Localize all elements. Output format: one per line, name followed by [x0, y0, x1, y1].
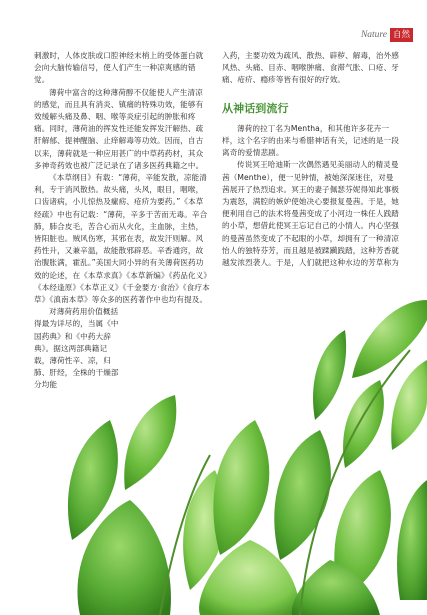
left-paragraph-1: 刺激时，人体皮肤或口腔神经末梢上的受体蛋白就会向大脑传输信号，使人们产生一种凉爽感的错觉。 — [34, 51, 204, 85]
leaf-cluster-upper-right — [313, 300, 427, 468]
section-name-chinese: 自然 — [390, 28, 413, 42]
section-name-english: Nature — [360, 30, 387, 40]
right-paragraph-3: 传说冥王哈迪斯一次偶然遇见美丽动人的精灵曼茜（Menthe），便一见钟情，被她深深迷住，对曼茜展开了热烈追求。冥王的妻子佩瑟芬妮得知此事极为震怒，满腔的嫉妒使她决心要报复曼茜。于是，她便利用自己的法术将曼茜变成了小河边一株任人践踏的小草，想借此使冥王忘记自己的小情人。内心坚强的曼茜虽然变成了不起眼的小草，却拥有了一种清凉怡人的独特芬芳，而且越是被蹂躏践踏，这种芳香就越发浓烈袭人。于是，人们就把这种水边的芳草称为 — [222, 160, 399, 268]
right-column — [222, 50, 400, 269]
left-paragraph-3: 《本草纲目》有载：“薄荷，辛能发散，凉能清利，专于消风散热。故头痛，头风，眼目，咽喉，口齿诸病，小儿惊热及瘰疬、疮疥为要药。”《本草经疏》中也有记载：“薄荷，辛多于苦而无毒。辛合肺，肺合皮毛，苦合心而从火化，主血脉，主热，皆阳脏也。贼风伤寒，其邪在表，故发汗则解。风药性升，又兼辛温，故能散邪辟恶。辛香通窍，故治腹胀满，霍乱。”美国大同小异的有关薄荷医药功效的论述，在《本草求真》《本草新编》《药品化义》《本经逢原》《本草正义》《千金要方·食治》《食疗本草》《滇南本草》等众多的医药著作中也均有提及。 — [34, 173, 210, 305]
page-header — [361, 28, 413, 42]
left-paragraph-2: 薄荷中富含的这种薄荷醇不仅能使人产生清凉的感觉，而且具有消炎、镇痛的特殊功效，能够有效缓解头痛及鼻、咽、喉等炎症引起的肿胀和疼痛。同时，薄荷油的挥发性还能发挥发汗解热、疏肝解郁、提神醒脑、止痒解毒等功效。因而，自古以来，薄荷就是一种应用甚广的中草药药材，其众多神奇药效也被广泛记录在了诸多医药典籍之中。 — [34, 87, 204, 170]
left-column — [34, 50, 210, 392]
right-paragraph-2: 薄荷的拉丁名为Mentha，和其他许多花卉一样，这个名字的由来与希腊神话有关，记述的是一段离奇的爱情悲剧。 — [222, 123, 399, 158]
leaf-cluster-lower-left — [68, 395, 225, 615]
section-title: 从神话到流行 — [222, 101, 289, 115]
right-paragraph-1: 入药，主要功效为疏风、散热、辟秽、解毒，治外感风热、头痛、目赤、咽喉肿痛、食滞气胀、口疮、牙痛、疮疥、瘾疹等皆有很好的疗效。 — [222, 51, 399, 85]
left-paragraph-4: 对薄荷药用价值概括得最为详尽的，当属《中国药典》和《中药大辞典》。据这两部典籍记载，薄荷性辛、凉，归肺、肝经，全株的干燥部分均能 — [34, 307, 119, 390]
leaf-cluster-lower-right — [199, 420, 427, 615]
